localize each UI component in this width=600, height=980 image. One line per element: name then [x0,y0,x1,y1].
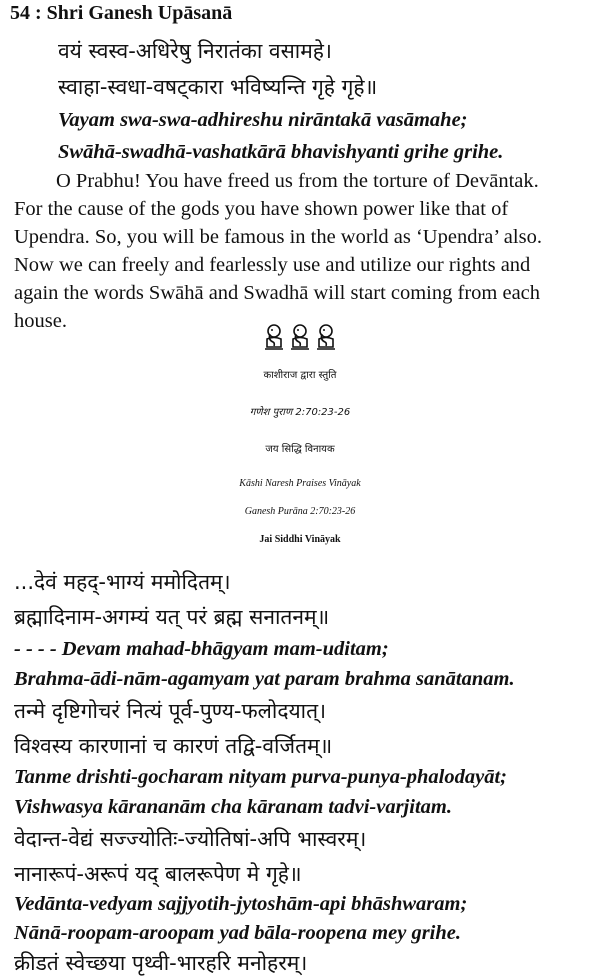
ganesha-icon [314,323,338,351]
page-header: 54 : Shri Ganesh Upāsanā [10,2,233,24]
section-english-title: Kāshi Naresh Praises Vināyak [239,478,361,489]
paragraph-line: For the cause of the gods you have shown power like that of [14,198,509,220]
sanskrit-line: विश्वस्य कारणानां च कारणं तद्वि-वर्जितम्॥ [14,734,333,758]
transliteration-line: Vedānta-vedyam sajjyotih-jytoshām-api bhāshwaram; [14,893,468,915]
section-english-name: Jai Siddhi Vināyak [259,534,341,545]
sanskrit-line: स्वाहा-स्वधा-वषट्कारा भविष्यन्ति गृहे गृहे॥ [58,75,378,99]
sanskrit-line: क्रीडतं स्वेच्छया पृथ्वी-भारहरि मनोहरम्। [14,951,308,975]
section-sanskrit-title: काशीराज द्वारा स्तुति [263,370,337,381]
sanskrit-line: वेदान्त-वेद्यं सज्ज्योतिः-ज्योतिषां-अपि भास्वरम्। [14,827,367,851]
sanskrit-line: वयं स्वस्व-अधिरेषु निरातंका वसामहे। [58,39,332,63]
ornament [0,323,600,351]
sanskrit-line: नानारूपं-अरूपं यद् बालरूपेण मे गृहे॥ [14,862,302,886]
sanskrit-line: तन्मे दृष्टिगोचरं नित्यं पूर्व-पुण्य-फलोदयात्। [14,699,327,723]
transliteration-line: Swāhā-swadhā-vashatkārā bhavishyanti grihe grihe. [58,141,504,163]
transliteration-line: Brahma-ādi-nām-agamyam yat param brahma sanātanam. [14,668,515,690]
section-sanskrit-reference: गणेश पुराण 2:70:23-26 [249,407,351,418]
paragraph-line: again the words Swāhā and Swadhā will start coming from each [14,282,541,304]
transliteration-line: Nānā-roopam-aroopam yad bāla-roopena mey grihe. [14,922,461,944]
sanskrit-line: ...देवं महद्-भाग्यं ममोदितम्। [14,570,231,594]
transliteration-line: Tanme drishti-gocharam nityam purva-punya-phalodayāt; [14,766,507,788]
transliteration-line: - - - - Devam mahad-bhāgyam mam-uditam; [14,638,389,660]
section-sanskrit-name: जय सिद्धि विनायक [265,444,335,455]
sanskrit-line: ब्रह्मादिनाम-अगम्यं यत् परं ब्रह्म सनातनम्॥ [14,605,330,629]
paragraph-line: Upendra. So, you will be famous in the world as ‘Upendra’ also. [14,226,542,248]
ganesha-icon [262,323,286,351]
transliteration-line: Vayam swa-swa-adhireshu nirāntakā vasāmahe; [58,109,468,131]
transliteration-line: Vishwasya kārananām cha kāranam tadvi-varjitam. [14,796,452,818]
ganesha-icon [288,323,312,351]
section-english-reference: Ganesh Purāna 2:70:23-26 [244,506,356,517]
paragraph-line: O Prabhu! You have freed us from the torture of Devāntak. [56,170,539,192]
paragraph-line: house. [14,310,67,332]
paragraph-line: Now we can freely and fearlessly use and utilize our rights and [14,254,531,276]
